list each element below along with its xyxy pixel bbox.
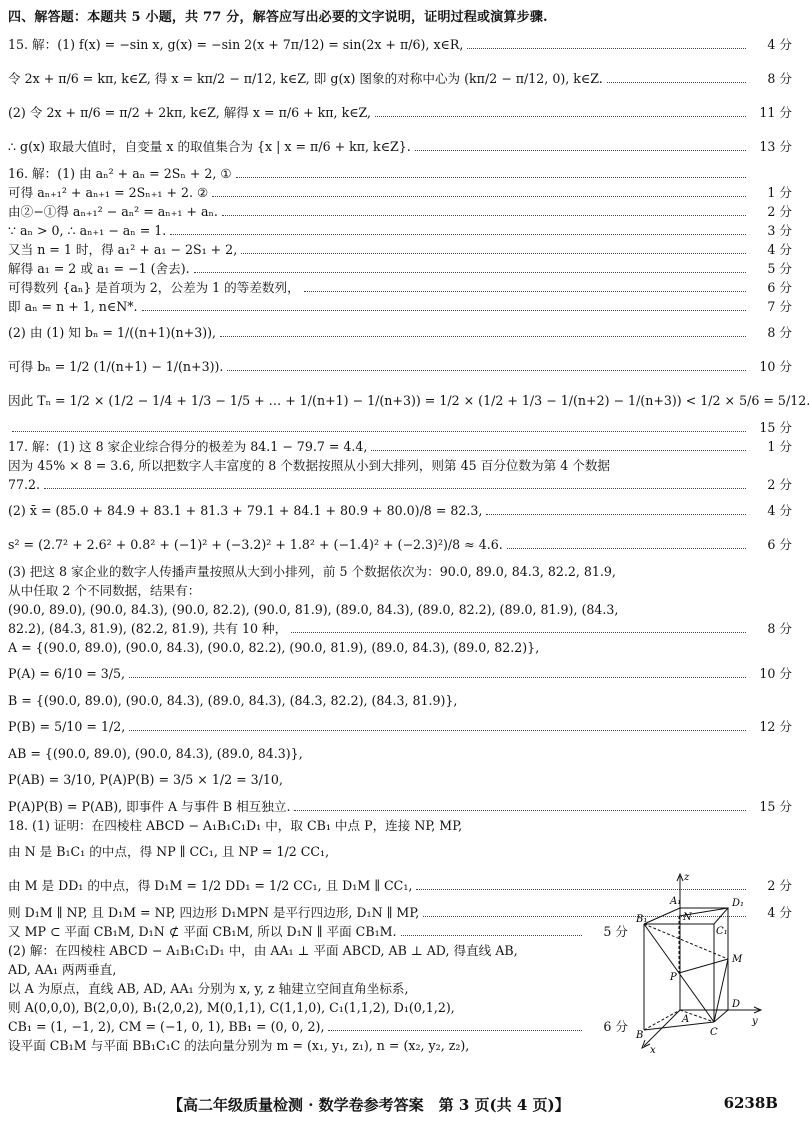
line-text: (2) 令 2x + π/6 = π/2 + 2kπ, k∈Z, 解得 x = π/6 + kπ, k∈Z, [8, 105, 372, 120]
label-A: A [682, 1014, 690, 1025]
solution-line [8, 350, 792, 384]
score-mark: 5 分 [767, 261, 792, 276]
label-D: D [732, 999, 741, 1010]
dot-leader [44, 488, 746, 489]
label-A1: A₁ [670, 896, 682, 907]
dot-leader [236, 177, 746, 178]
line-text: A = {(90.0, 89.0), (90.0, 84.3), (90.0, 82.2), (90.0, 81.9), (89.0, 84.3), (89.0, 82.2)}, [8, 640, 540, 655]
score-mark: 6 分 [767, 280, 792, 295]
solution-line [8, 744, 792, 763]
score-mark: 7 分 [767, 299, 792, 314]
line-text: P(B) = 5/10 = 1/2, [8, 719, 126, 734]
label-B1: B₁ [636, 914, 648, 925]
line-text: (90.0, 89.0), (90.0, 84.3), (90.0, 82.2), (90.0, 81.9), (89.0, 84.3), (89.0, 82.2), (89.0, 81.9), (84.3, [8, 602, 619, 617]
dot-leader [227, 370, 746, 371]
line-text: 设平面 CB₁M 与平面 BB₁C₁C 的法向量分别为 m = (x₁, y₁, z₁), n = (x₂, y₂, z₂), [8, 1038, 470, 1053]
dot-leader [294, 810, 746, 811]
solution-line [8, 710, 792, 744]
prism-figure [636, 870, 766, 1055]
line-text: 82.2), (84.3, 81.9), (82.2, 81.9), 共有 10 种， [8, 621, 288, 636]
line-text: ∵ aₙ > 0, ∴ aₙ₊₁ − aₙ = 1. [8, 223, 167, 238]
line-text: 又 MP ⊂ 平面 CB₁M, D₁N ⊄ 平面 CB₁M, 所以 D₁N ∥ 平面 CB₁M. [8, 924, 397, 939]
solution-line [8, 797, 792, 816]
line-text: 可得 aₙ₊₁² + aₙ₊₁ = 2Sₙ₊₁ + 2. ② [8, 185, 209, 200]
line-text: P(AB) = 3/10, P(A)P(B) = 3/5 × 1/2 = 3/10, [8, 772, 283, 787]
solution-line [8, 600, 792, 619]
solution-line [8, 979, 628, 998]
solution-line [8, 1036, 628, 1055]
line-text: 16. 解：(1) 由 aₙ² + aₙ = 2Sₙ + 2, ① [8, 166, 232, 181]
solution-line [8, 922, 628, 941]
dot-leader [401, 935, 582, 936]
solution-line [8, 316, 792, 350]
score-mark: 8 分 [767, 71, 792, 86]
line-text: 17. 解：(1) 这 8 家企业综合得分的极差为 84.1 − 79.7 = 4.4, [8, 439, 368, 454]
score-mark: 4 分 [767, 242, 792, 257]
solution-line [8, 240, 792, 259]
line-text: (2) 由 (1) 知 bₙ = 1/((n+1)(n+3)), [8, 325, 217, 340]
dot-leader [507, 548, 746, 549]
score-mark: 6 分 [603, 1019, 628, 1034]
solution-line [8, 763, 792, 797]
line-text: 从中任取 2 个不同数据，结果有： [8, 583, 201, 598]
page-footer [0, 1094, 800, 1118]
line-text: 77.2. [8, 477, 41, 492]
score-mark: 15 分 [759, 420, 792, 435]
solution-line [8, 562, 792, 581]
solution-line [8, 581, 792, 600]
solution-line [8, 941, 628, 960]
solution-line [8, 619, 792, 638]
line-text: 可得数列 {aₙ} 是首项为 2，公差为 1 的等差数列， [8, 280, 300, 295]
dot-leader [241, 253, 746, 254]
line-text: 则 D₁M ∥ NP, 且 D₁M = NP, 四边形 D₁MPN 是平行四边形, D₁N ∥ MP, [8, 905, 420, 920]
label-C1: C₁ [716, 926, 728, 937]
score-mark: 2 分 [767, 477, 792, 492]
dot-leader [486, 514, 746, 515]
line-text: CB₁ = (1, −1, 2), CM = (−1, 0, 1), BB₁ = (0, 0, 2), [8, 1019, 325, 1034]
score-mark: 8 分 [767, 621, 792, 636]
line-text: 即 aₙ = n + 1, n∈N*. [8, 299, 138, 314]
solution-line [8, 418, 792, 437]
score-mark: 11 分 [759, 105, 792, 120]
dot-leader [170, 234, 746, 235]
solution-line [8, 278, 792, 297]
line-text: (2) x̄ = (85.0 + 84.9 + 83.1 + 81.3 + 79.1 + 84.1 + 80.9 + 80.0)/8 = 82.3, [8, 503, 483, 518]
score-mark: 1 分 [767, 185, 792, 200]
label-x: x [650, 1045, 656, 1056]
line-text: 又当 n = 1 时，得 a₁² + a₁ − 2S₁ + 2, [8, 242, 238, 257]
dot-leader [607, 82, 746, 83]
score-mark: 10 分 [759, 666, 792, 681]
dot-leader [220, 336, 746, 337]
solution-line [8, 437, 792, 456]
line-text: AD, AA₁ 两两垂直, [8, 962, 117, 977]
section-title: 四、解答题：本题共 5 小题，共 77 分，解答应写出必要的文字说明，证明过程或演算步骤. [8, 10, 548, 25]
footer-code: 6238B [723, 1094, 778, 1112]
line-text: 由 N 是 B₁C₁ 的中点，得 NP ∥ CC₁, 且 NP = 1/2 CC₁, [8, 844, 330, 859]
label-C: C [710, 1027, 718, 1038]
dot-leader [304, 291, 746, 292]
score-mark: 2 分 [767, 878, 792, 893]
score-mark: 8 分 [767, 325, 792, 340]
line-text: P(A) = 6/10 = 3/5, [8, 666, 126, 681]
solution-line [8, 384, 810, 418]
score-mark: 4 分 [767, 37, 792, 52]
label-y: y [752, 1016, 758, 1027]
score-mark: 15 分 [759, 799, 792, 814]
line-text: B = {(90.0, 89.0), (90.0, 84.3), (89.0, 84.3), (84.3, 82.2), (84.3, 81.9)}, [8, 693, 458, 708]
label-z: z [684, 872, 690, 883]
line-text: 则 A(0,0,0), B(2,0,0), B₁(2,0,2), M(0,1,1), C(1,1,0), C₁(1,1,2), D₁(0,1,2), [8, 1000, 455, 1015]
solution-line [8, 96, 792, 130]
score-mark: 6 分 [767, 537, 792, 552]
dot-leader [291, 632, 746, 633]
solution-line [8, 297, 792, 316]
line-text: 15. 解：(1) f(x) = −sin x, g(x) = −sin 2(x + 7π/12) = sin(2x + π/6), x∈R, [8, 37, 464, 52]
solution-line [8, 475, 792, 494]
dot-leader [375, 116, 746, 117]
dot-leader [222, 215, 746, 216]
dot-leader [415, 150, 746, 151]
line-text: AB = {(90.0, 89.0), (90.0, 84.3), (89.0, 84.3)}, [8, 746, 303, 761]
line-text: 由 M 是 DD₁ 的中点，得 D₁M = 1/2 DD₁ = 1/2 CC₁, 且 D₁M ∥ CC₁, [8, 878, 413, 893]
solution-line [8, 528, 792, 562]
solution-line [8, 221, 792, 240]
line-text: 由②−①得 aₙ₊₁² − aₙ² = aₙ₊₁ + aₙ. [8, 204, 218, 219]
line-text: (3) 把这 8 家企业的数字人传播声量按照从大到小排列，前 5 个数据依次为：90.0, 89.0, 84.3, 82.2, 81.9, [8, 564, 616, 579]
line-text: ∴ g(x) 取最大值时，自变量 x 的取值集合为 {x | x = π/6 + kπ, k∈Z}. [8, 139, 411, 154]
solution-line [8, 28, 792, 62]
line-text: 18. (1) 证明：在四棱柱 ABCD − A₁B₁C₁D₁ 中，取 CB₁ 中点 P，连接 NP, MP, [8, 818, 463, 833]
solution-line [8, 960, 628, 979]
solution-line [8, 456, 792, 475]
solution-line [8, 494, 792, 528]
dot-leader [328, 1030, 582, 1031]
line-text: 令 2x + π/6 = kπ, k∈Z, 得 x = kπ/2 − π/12, k∈Z, 即 g(x) 图象的对称中心为 (kπ/2 − π/12, 0), k∈Z. [8, 71, 603, 86]
line-text: s² = (2.7² + 2.6² + 0.8² + (−1)² + (−3.2)² + 1.8² + (−1.4)² + (−2.3)²)/8 ≈ 4.6. [8, 537, 503, 552]
line-text: 解得 a₁ = 2 或 a₁ = −1 (舍去). [8, 261, 190, 276]
dot-leader [142, 310, 746, 311]
label-P: P [670, 972, 677, 983]
label-M: M [732, 954, 743, 965]
line-text: 以 A 为原点，直线 AB, AD, AA₁ 分别为 x, y, z 轴建立空间直角坐标系, [8, 981, 409, 996]
solution-line [8, 1017, 628, 1036]
solution-line [8, 183, 792, 202]
line-text: 可得 bₙ = 1/2 (1/(n+1) − 1/(n+3)). [8, 359, 224, 374]
score-mark: 5 分 [603, 924, 628, 939]
score-mark: 4 分 [767, 503, 792, 518]
line-text: (2) 解：在四棱柱 ABCD − A₁B₁C₁D₁ 中，由 AA₁ ⊥ 平面 ABCD, AB ⊥ AD, 得直线 AB, [8, 943, 518, 958]
dot-leader [129, 677, 746, 678]
score-mark: 4 分 [767, 905, 792, 920]
dot-leader [12, 431, 746, 432]
line-text: 因为 45% × 8 = 3.6, 所以把数字人丰富度的 8 个数据按照从小到大排列，则第 45 百分位数为第 4 个数据 [8, 458, 611, 473]
footer-title: 【高二年级质量检测 · 数学卷参考答案 第 3 页(共 4 页)】 [168, 1096, 570, 1114]
solution-line [8, 816, 792, 835]
score-mark: 1 分 [767, 439, 792, 454]
label-N: N [683, 912, 692, 923]
line-text: P(A)P(B) = P(AB), 即事件 A 与事件 B 相互独立. [8, 799, 291, 814]
solution-line [8, 691, 792, 710]
dot-leader [467, 48, 746, 49]
solution-line [8, 259, 792, 278]
dot-leader [129, 730, 746, 731]
score-mark: 2 分 [767, 204, 792, 219]
label-D1: D₁ [732, 898, 745, 909]
dot-leader [212, 196, 746, 197]
solution-line [8, 657, 792, 691]
solution-line [8, 638, 792, 657]
score-mark: 10 分 [759, 359, 792, 374]
solution-line [8, 62, 792, 96]
score-mark: 13 分 [759, 139, 792, 154]
dot-leader [371, 450, 746, 451]
score-mark: 12 分 [759, 719, 792, 734]
label-B: B [636, 1030, 644, 1041]
solution-line [8, 164, 792, 183]
dot-leader [194, 272, 746, 273]
solution-line [8, 202, 792, 221]
solution-line [8, 130, 792, 164]
solution-line [8, 835, 792, 869]
score-mark: 3 分 [767, 223, 792, 238]
line-text: 因此 Tₙ = 1/2 × (1/2 − 1/4 + 1/3 − 1/5 + … + 1/(n+1) − 1/(n+3)) = 1/2 × (1/2 + 1/3 − 1/(n+2) − 1/(n+3)) < 1/2 × 5/6 = 5/12. [8, 393, 810, 408]
solution-line [8, 998, 628, 1017]
